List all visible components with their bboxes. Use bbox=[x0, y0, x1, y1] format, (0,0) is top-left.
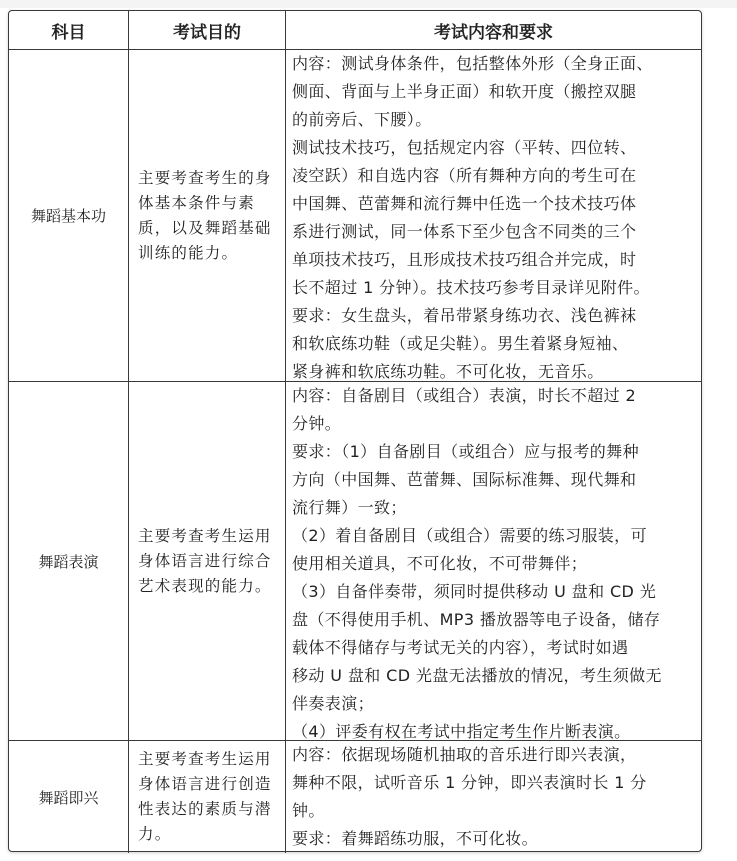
content-line: 伴奏表演； bbox=[292, 694, 375, 713]
content-line: 移动 U 盘和 CD 光盘无法播放的情况，考生须做无 bbox=[292, 666, 662, 685]
content-line: 流行舞）一致； bbox=[292, 498, 407, 517]
row-2-purpose-text: 主要考查考生运用身体语言进行综合艺术表现的能力。 bbox=[138, 526, 272, 595]
content-line: 要求：着舞蹈练功服，不可化妆。 bbox=[292, 829, 539, 848]
header-content: 考试内容和要求 bbox=[286, 11, 701, 50]
content-line: 内容：测试身体条件，包括整体外形（全身正面、 bbox=[292, 54, 653, 73]
row-2-content bbox=[286, 382, 701, 741]
content-line: 单项技术技巧，且形成技术技巧组合并完成，时 bbox=[292, 250, 637, 269]
content-line: 舞种不限，试听音乐 1 分钟，即兴表演时长 1 分 bbox=[292, 773, 647, 792]
row-2-subject: 舞蹈表演 bbox=[9, 382, 129, 741]
row-3-purpose bbox=[129, 741, 286, 853]
top-background-strip bbox=[0, 0, 737, 8]
content-line: 紧身裤和软底练功鞋。不可化妆，无音乐。 bbox=[292, 362, 604, 381]
row-1-purpose bbox=[129, 50, 286, 382]
content-line: 内容：依据现场随机抽取的音乐进行即兴表演， bbox=[292, 745, 637, 764]
content-line: 系进行测试，同一体系下至少包含不同类的三个 bbox=[292, 222, 637, 241]
exam-requirements-table bbox=[8, 10, 702, 852]
row-3-content bbox=[286, 741, 701, 853]
content-line: 凌空跃）和自选内容（所有舞种方向的考生可在 bbox=[292, 166, 637, 185]
row-3-purpose-text: 主要考查考生运用身体语言进行创造性表达的素质与潜力。 bbox=[138, 750, 272, 843]
row-1-content bbox=[286, 50, 701, 382]
content-line: 方向（中国舞、芭蕾舞、国际标准舞、现代舞和 bbox=[292, 470, 637, 489]
content-line: 和软底练功鞋（或足尖鞋）。男生着紧身短袖、 bbox=[292, 334, 629, 353]
row-3-subject: 舞蹈即兴 bbox=[9, 741, 129, 853]
content-line: 要求：（1）自备剧目（或组合）应与报考的舞种 bbox=[292, 442, 639, 461]
content-line: 长不超过 1 分钟）。技术技巧参考目录详见附件。 bbox=[292, 278, 650, 297]
content-line: 的前旁后、下腰）。 bbox=[292, 110, 432, 129]
content-line: 钟。 bbox=[292, 801, 325, 820]
content-line: 内容：自备剧目（或组合）表演，时长不超过 2 bbox=[292, 386, 637, 405]
content-line: 分钟。 bbox=[292, 414, 342, 433]
content-line: （3）自备伴奏带，须同时提供移动 U 盘和 CD 光 bbox=[292, 582, 657, 601]
content-line: 载体不得储存与考试无关的内容），考试时如遇 bbox=[292, 638, 629, 657]
content-line: 测试技术技巧，包括规定内容（平转、四位转、 bbox=[292, 138, 637, 157]
content-line: 侧面、背面与上半身正面）和软开度（搬控双腿 bbox=[292, 82, 637, 101]
row-2-purpose bbox=[129, 382, 286, 741]
header-purpose: 考试目的 bbox=[129, 11, 286, 50]
content-line: （4）评委有权在考试中指定考生作片断表演。 bbox=[292, 722, 631, 741]
row-1-subject: 舞蹈基本功 bbox=[9, 50, 129, 382]
content-line: （2）着自备剧目（或组合）需要的练习服装，可 bbox=[292, 526, 647, 545]
header-subject: 科目 bbox=[9, 11, 129, 50]
content-line: 要求：女生盘头，着吊带紧身练功衣、浅色裤袜 bbox=[292, 306, 637, 325]
content-line: 盘（不得使用手机、MP3 播放器等电子设备，储存 bbox=[292, 610, 661, 629]
content-line: 中国舞、芭蕾舞和流行舞中任选一个技术技巧体 bbox=[292, 194, 637, 213]
row-1-purpose-text: 主要考查考生的身体基本条件与素质，以及舞蹈基础训练的能力。 bbox=[138, 168, 272, 262]
content-line: 使用相关道具，不可化妆，不可带舞伴； bbox=[292, 554, 588, 573]
